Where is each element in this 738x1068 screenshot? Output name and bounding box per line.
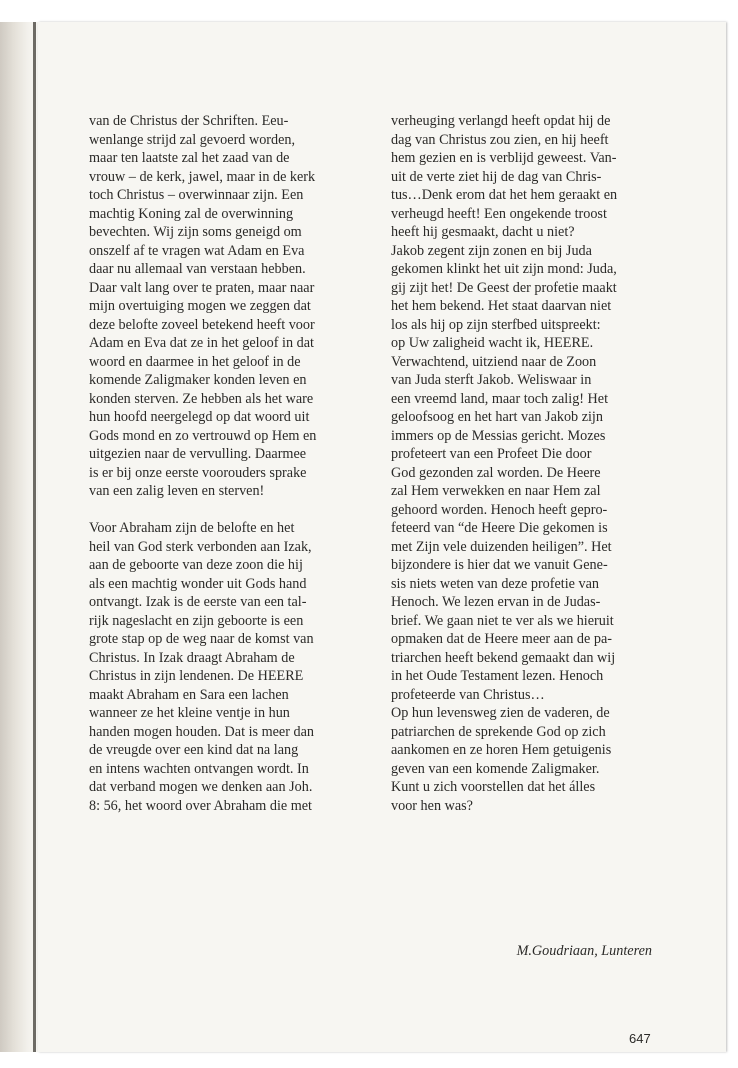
text-line: hem gezien en is verblijd geweest. Van- (391, 150, 617, 166)
text-line: een vreemd land, maar toch zalig! Het (391, 390, 609, 407)
text-line: toch Christus – overwinnaar zijn. Een (89, 187, 304, 203)
text-line: van Juda sterft Jakob. Weliswaar in (391, 372, 592, 388)
text-line: maar ten laatste zal het zaad van de (89, 150, 290, 166)
text-line: Daar valt lang over te praten, maar naar (89, 279, 315, 296)
text-line: konden sterven. Ze hebben als het ware (89, 390, 314, 407)
text-line: bevechten. Wij zijn soms geneigd om (89, 224, 302, 240)
text-line: met Zijn vele duizenden heiligen”. Het (391, 538, 612, 555)
text-line: mijn overtuiging mogen we zeggen dat (89, 298, 311, 314)
text-line: Christus. In Izak draagt Abraham de (89, 649, 295, 666)
text-line: geven van een komende Zaligmaker. (391, 760, 600, 777)
text-line: heil van God sterk verbonden aan Izak, (89, 538, 312, 555)
left-column (89, 112, 316, 815)
text-line: brief. We gaan niet te ver als we hieruit (391, 612, 614, 629)
text-line: immers op de Messias gericht. Mozes (391, 427, 606, 444)
text-line: op Uw zaligheid wacht ik, HEERE. (391, 335, 594, 351)
text-line: woord en daarmee in het geloof in de (89, 353, 301, 370)
text-line: rijk nageslacht en zijn geboorte is een (89, 612, 304, 629)
text-line: van een zalig leven en sterven! (89, 483, 265, 499)
text-line: dat verband mogen we denken aan Joh. (89, 779, 313, 795)
text-line: aankomen en ze horen Hem getuigenis (391, 742, 612, 758)
text-line: hun hoofd neergelegd op dat woord uit (89, 409, 310, 425)
text-line: sis niets weten van deze profetie van (391, 575, 600, 592)
text-line: Gods mond en zo vertrouwd op Hem en (89, 427, 317, 444)
text-line: deze belofte zoveel betekend heeft voor (89, 316, 315, 333)
text-line: Verwachtend, uitziend naar de Zoon (391, 353, 597, 370)
text-line: is er bij onze eerste voorouders sprake (89, 464, 307, 481)
text-line: wenlange strijd zal gevoerd worden, (89, 131, 296, 148)
text-line: grote stap op de weg naar de komst van (89, 631, 314, 647)
text-line: in het Oude Testament lezen. Henoch (391, 668, 604, 684)
text-line: gij zijt het! De Geest der profetie maakt (391, 279, 617, 296)
text-line: profeteerde van Christus… (391, 686, 545, 703)
text-line: gehoord worden. Henoch heeft gepro- (391, 501, 608, 518)
book-spine (33, 22, 36, 1052)
text-line: wanneer ze het kleine ventje in hun (89, 705, 290, 721)
text-line: Op hun levensweg zien de vaderen, de (391, 705, 610, 721)
text-line: onszelf af te vragen wat Adam en Eva (89, 242, 305, 259)
text-line: het hem bekend. Het staat daarvan niet (391, 298, 612, 314)
text-line: uit de verte ziet hij de dag van Chris- (391, 168, 602, 185)
text-line: en intens wachten ontvangen wordt. In (89, 760, 309, 777)
text-line: daar nu allemaal van verstaan hebben. (89, 261, 306, 277)
text-line: dag van Christus zou zien, en hij heeft (391, 131, 609, 148)
page-number: 647 (629, 1031, 651, 1046)
text-line: patriarchen de sprekende God op zich (391, 723, 606, 740)
text-line: vrouw – de kerk, jawel, maar in de kerk (89, 168, 316, 185)
author-signature: M.Goudriaan, Lunteren (516, 943, 652, 959)
text-line: Christus in zijn lendenen. De HEERE (89, 668, 304, 684)
text-line: bijzondere is hier dat we vanuit Gene- (391, 557, 608, 573)
text-line: Voor Abraham zijn de belofte en het (89, 520, 295, 536)
text-line: feteerd van “de Heere Die gekomen is (391, 520, 608, 536)
text-line: triarchen heeft bekend gemaakt dan wij (391, 649, 616, 666)
text-line: van de Christus der Schriften. Eeu- (89, 113, 289, 129)
right-column (391, 112, 617, 815)
text-line: voor hen was? (391, 797, 473, 814)
text-line: God gezonden zal worden. De Heere (391, 464, 601, 481)
text-line: los als hij op zijn sterfbed uitspreekt: (391, 316, 601, 333)
text-line: Henoch. We lezen ervan in de Judas- (391, 594, 601, 610)
text-line: komende Zaligmaker konden leven en (89, 372, 307, 388)
text-line: ontvangt. Izak is de eerste van een tal- (89, 594, 307, 610)
text-line: handen mogen houden. Dat is meer dan (89, 723, 314, 740)
paragraph-gap (89, 501, 316, 520)
text-line: zal Hem verwekken en naar Hem zal (391, 483, 601, 499)
text-line: Kunt u zich voorstellen dat het álles (391, 779, 596, 795)
text-line: maakt Abraham en Sara een lachen (89, 686, 289, 703)
text-line: Adam en Eva dat ze in het geloof in dat (89, 335, 314, 351)
text-line: Jakob zegent zijn zonen en bij Juda (391, 242, 592, 259)
text-line: tus…Denk erom dat het hem geraakt en (391, 187, 618, 203)
text-line: de vreugde over een kind dat na lang (89, 742, 299, 758)
text-line: 8: 56, het woord over Abraham die met (89, 797, 313, 814)
text-line: machtig Koning zal de overwinning (89, 205, 294, 222)
text-line: heeft hij gesmaakt, dacht u niet? (391, 224, 575, 240)
text-line: verheugd heeft! Een ongekende troost (391, 205, 607, 222)
text-line: profeteert van een Profeet Die door (391, 446, 592, 462)
text-line: gekomen klinkt het uit zijn mond: Juda, (391, 261, 617, 277)
text-line: geloofsoog en het hart van Jakob zijn (391, 409, 603, 425)
text-line: uitgezien naar de vervulling. Daarmee (89, 446, 307, 462)
text-line: als een machtig wonder uit Gods hand (89, 575, 307, 592)
text-line: opmaken dat de Heere meer aan de pa- (391, 631, 612, 647)
text-line: verheuging verlangd heeft opdat hij de (391, 113, 611, 129)
text-line: aan de geboorte van deze zoon die hij (89, 557, 303, 573)
